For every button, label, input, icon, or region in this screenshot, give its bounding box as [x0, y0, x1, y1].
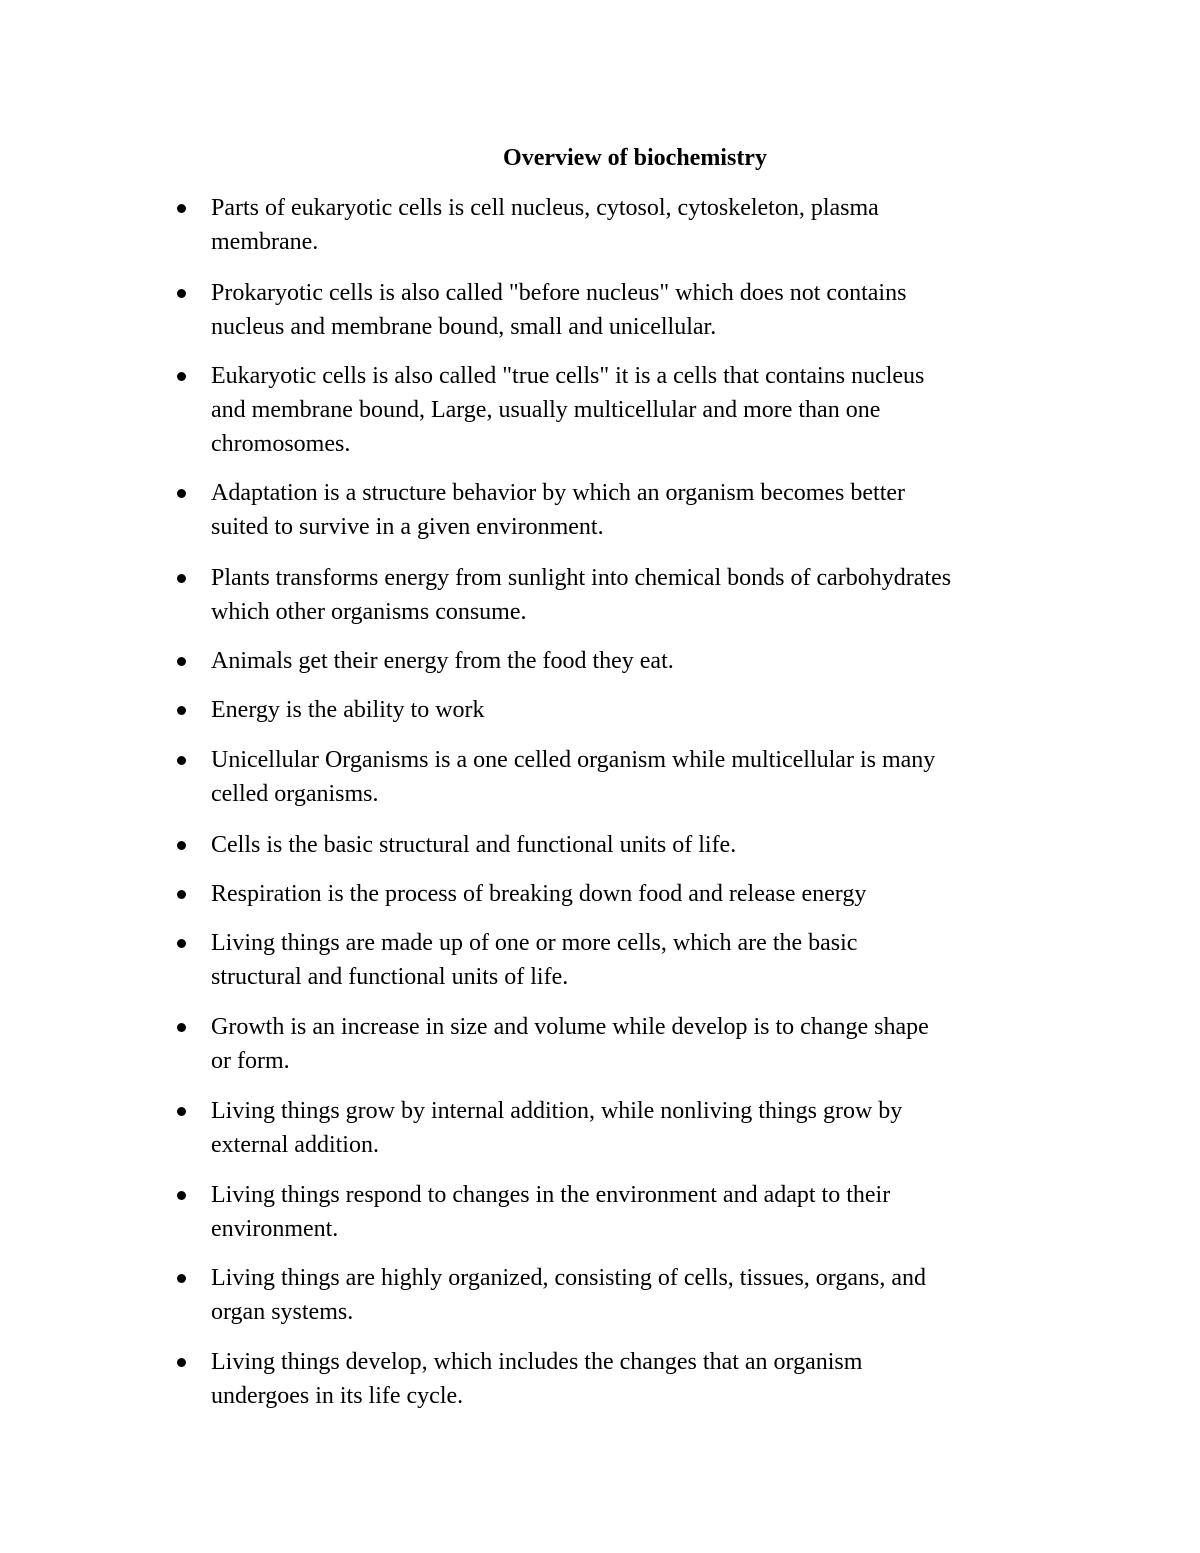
bullet-icon: [177, 289, 186, 298]
list-item-text: Living things grow by internal addition, while nonliving things grow by external addition.: [211, 1098, 903, 1158]
bullet-icon: [177, 1023, 186, 1032]
list-item-text: Growth is an increase in size and volume while develop is to change shape or form.: [211, 1014, 929, 1074]
bullet-icon: [177, 657, 186, 666]
bullet-icon: [177, 489, 186, 498]
bullet-icon: [177, 890, 186, 899]
list-item-text: Living things are highly organized, consisting of cells, tissues, organs, and organ systems.: [211, 1265, 927, 1325]
bullet-icon: [177, 574, 186, 583]
list-item-text: Respiration is the process of breaking down food and release energy: [211, 881, 867, 907]
list-item-text: Living things develop, which includes the changes that an organism undergoes in its life cycle.: [211, 1349, 863, 1409]
bullet-icon: [177, 841, 186, 850]
bullet-icon: [177, 939, 186, 948]
list-item-text: Parts of eukaryotic cells is cell nucleus, cytosol, cytoskeleton, plasma membrane.: [211, 195, 879, 255]
bullet-icon: [177, 1358, 186, 1367]
list-item-text: Animals get their energy from the food they eat.: [211, 648, 674, 674]
bullet-icon: [177, 706, 186, 715]
list-item-text: Energy is the ability to work: [211, 697, 485, 723]
bullet-icon: [177, 1274, 186, 1283]
bullet-icon: [177, 204, 186, 213]
list-item-text: Living things respond to changes in the environment and adapt to their environment.: [211, 1182, 891, 1242]
bullet-icon: [177, 756, 186, 765]
bullet-icon: [177, 372, 186, 381]
list-item-text: Living things are made up of one or more cells, which are the basic structural and functional units of life.: [211, 930, 858, 990]
list-item-text: Plants transforms energy from sunlight into chemical bonds of carbohydrates which other organisms consume.: [211, 565, 952, 625]
document-title: Overview of biochemistry: [503, 145, 767, 171]
bullet-icon: [177, 1191, 186, 1200]
list-item-text: Unicellular Organisms is a one celled organism while multicellular is many celled organisms.: [211, 747, 936, 807]
list-item-text: Adaptation is a structure behavior by which an organism becomes better suited to survive in a given environment.: [211, 480, 906, 540]
bullet-icon: [177, 1107, 186, 1116]
list-item-text: Cells is the basic structural and functional units of life.: [211, 832, 737, 858]
list-item-text: Eukaryotic cells is also called "true cells" it is a cells that contains nucleus and membrane bound, Large, usually multicellular and more than one chromosomes.: [211, 363, 925, 457]
list-item-text: Prokaryotic cells is also called "before nucleus" which does not contains nucleus and membrane bound, small and unicellular.: [211, 280, 907, 340]
